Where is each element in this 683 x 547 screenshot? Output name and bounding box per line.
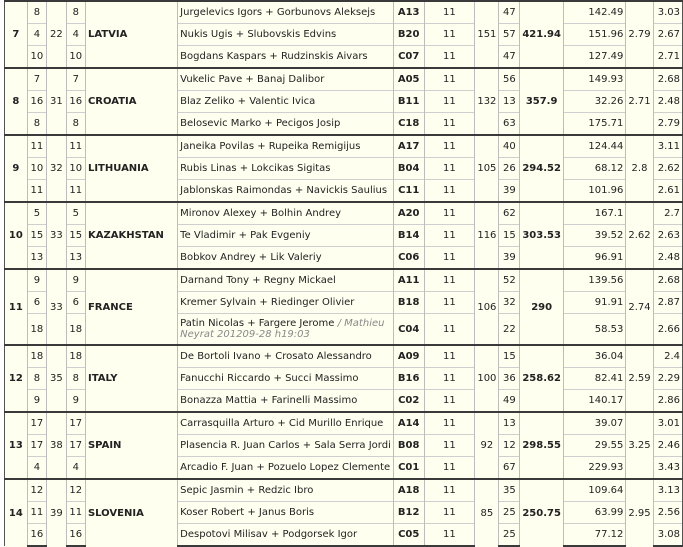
pair-names: Vukelic Pave + Banaj Dalibor — [178, 68, 394, 91]
pair-names: Carrasquilla Arturo + Cid Murillo Enrique — [178, 412, 394, 435]
pair-names: Rubis Linas + Lokcikas Sigitas — [178, 158, 394, 180]
pair-score: 49 — [499, 390, 520, 413]
pair-position: 10 — [27, 46, 46, 69]
pair-score: 57 — [499, 24, 520, 46]
pair-code: B04 — [393, 158, 424, 180]
pair-names: Koser Robert + Janus Boris — [178, 502, 394, 524]
pair-names: Bobkov Andrey + Lik Valeriy — [178, 247, 394, 270]
pair-average: 2.48 — [653, 247, 682, 270]
pair-position: 4 — [27, 457, 46, 480]
pair-score: 32 — [499, 292, 520, 314]
pair-code: B08 — [393, 435, 424, 457]
pair-position-repeat: 7 — [66, 68, 85, 91]
pair-average: 2.86 — [653, 390, 682, 413]
pair-value: 39.07 — [563, 412, 625, 435]
pair-average: 2.66 — [653, 314, 682, 346]
pair-position-repeat: 4 — [66, 24, 85, 46]
pair-score: 40 — [499, 135, 520, 158]
table-row — [5, 412, 683, 435]
pair-position-repeat: 17 — [66, 412, 85, 435]
team-rank: 13 — [5, 412, 28, 479]
pair-value: 175.71 — [563, 113, 625, 136]
team-total-score: 298.55 — [520, 412, 564, 479]
team-points-sum: 92 — [475, 412, 499, 479]
team-total-position: 31 — [47, 68, 66, 135]
team-average: 2.8 — [626, 135, 653, 202]
boards-played: 11 — [424, 457, 475, 480]
pair-position: 5 — [27, 202, 46, 225]
pair-position: 17 — [27, 435, 46, 457]
pair-score: 47 — [499, 1, 520, 24]
boards-played: 11 — [424, 390, 475, 413]
pair-position-repeat: 10 — [66, 46, 85, 69]
pair-score: 12 — [499, 435, 520, 457]
pair-value: 142.49 — [563, 1, 625, 24]
pair-code: B12 — [393, 502, 424, 524]
pair-position: 7 — [27, 68, 46, 91]
country-name: SPAIN — [85, 412, 177, 479]
pair-code: B14 — [393, 225, 424, 247]
pair-position-repeat: 11 — [66, 502, 85, 524]
pair-score: 13 — [499, 91, 520, 113]
pair-names: Darnand Tony + Regny Mickael — [178, 269, 394, 292]
pair-position-repeat: 18 — [66, 345, 85, 368]
pair-average: 2.68 — [653, 68, 682, 91]
pair-code: C07 — [393, 46, 424, 69]
pair-value: 127.49 — [563, 46, 625, 69]
pair-score: 39 — [499, 180, 520, 203]
pair-position: 15 — [27, 225, 46, 247]
team-total-position: 32 — [47, 135, 66, 202]
boards-played: 11 — [424, 91, 475, 113]
team-points-sum: 105 — [475, 135, 499, 202]
pair-position-repeat: 18 — [66, 314, 85, 346]
boards-played: 11 — [424, 180, 475, 203]
team-total-score: 303.53 — [520, 202, 564, 269]
pair-average: 2.62 — [653, 158, 682, 180]
pair-code: C18 — [393, 113, 424, 136]
pair-value: 63.99 — [563, 502, 625, 524]
team-rank: 14 — [5, 479, 28, 546]
pair-names: Te Vladimir + Pak Evgeniy — [178, 225, 394, 247]
pair-value: 149.93 — [563, 68, 625, 91]
pair-names: Belosevic Marko + Pecigos Josip — [178, 113, 394, 136]
pair-names: Janeika Povilas + Rupeika Remigijus — [178, 135, 394, 158]
team-results-table — [4, 0, 683, 547]
pair-average: 3.03 — [653, 1, 682, 24]
team-rank: 10 — [5, 202, 28, 269]
pair-average: 2.4 — [653, 345, 682, 368]
pair-average: 2.87 — [653, 292, 682, 314]
pair-position: 4 — [27, 24, 46, 46]
pair-position-repeat: 17 — [66, 435, 85, 457]
table-row — [5, 68, 683, 91]
team-points-sum: 85 — [475, 479, 499, 546]
pair-position: 18 — [27, 314, 46, 346]
pair-code: A11 — [393, 269, 424, 292]
pair-average: 2.63 — [653, 225, 682, 247]
pair-names-text: Patin Nicolas + Fargere Jerome — [180, 318, 335, 329]
pair-score: 25 — [499, 502, 520, 524]
country-name: LATVIA — [85, 1, 177, 68]
pair-value: 82.41 — [563, 368, 625, 390]
pair-position: 11 — [27, 180, 46, 203]
pair-names: De Bortoli Ivano + Crosato Alessandro — [178, 345, 394, 368]
pair-code: A05 — [393, 68, 424, 91]
boards-played: 11 — [424, 412, 475, 435]
pair-code: C02 — [393, 390, 424, 413]
boards-played: 11 — [424, 225, 475, 247]
team-rank: 11 — [5, 269, 28, 345]
pair-score: 22 — [499, 314, 520, 346]
pair-names: Kremer Sylvain + Riedinger Olivier — [178, 292, 394, 314]
pair-average: 3.01 — [653, 412, 682, 435]
team-total-position: 33 — [47, 202, 66, 269]
pair-position-repeat: 11 — [66, 135, 85, 158]
team-average: 2.62 — [626, 202, 653, 269]
pair-score: 56 — [499, 68, 520, 91]
pair-average: 2.29 — [653, 368, 682, 390]
team-average: 2.95 — [626, 479, 653, 546]
boards-played: 11 — [424, 113, 475, 136]
pair-score: 15 — [499, 345, 520, 368]
boards-played: 11 — [424, 502, 475, 524]
boards-played: 11 — [424, 314, 475, 346]
pair-average: 2.48 — [653, 91, 682, 113]
pair-position-repeat: 5 — [66, 202, 85, 225]
pair-value: 39.52 — [563, 225, 625, 247]
pair-position: 8 — [27, 113, 46, 136]
boards-played: 11 — [424, 46, 475, 69]
pair-position: 8 — [27, 368, 46, 390]
team-total-position: 39 — [47, 479, 66, 546]
pair-value: 96.91 — [563, 247, 625, 270]
pair-position-repeat: 12 — [66, 479, 85, 502]
pair-names: Jablonskas Raimondas + Navickis Saulius — [178, 180, 394, 203]
pair-value: 58.53 — [563, 314, 625, 346]
pair-score: 15 — [499, 225, 520, 247]
pair-code: B20 — [393, 24, 424, 46]
country-name: SLOVENIA — [85, 479, 177, 546]
pair-position-repeat: 8 — [66, 113, 85, 136]
pair-position-repeat: 15 — [66, 225, 85, 247]
pair-names: Plasencia R. Juan Carlos + Sala Serra Jordi — [178, 435, 394, 457]
pair-value: 29.55 — [563, 435, 625, 457]
team-rank: 12 — [5, 345, 28, 412]
pair-code: A14 — [393, 412, 424, 435]
pair-code: C11 — [393, 180, 424, 203]
pair-position: 6 — [27, 292, 46, 314]
pair-average: 3.13 — [653, 479, 682, 502]
pair-score: 63 — [499, 113, 520, 136]
team-average: 2.79 — [626, 1, 653, 68]
pair-names — [178, 314, 394, 346]
pair-score: 62 — [499, 202, 520, 225]
team-rank: 8 — [5, 68, 28, 135]
country-name: ITALY — [85, 345, 177, 412]
boards-played: 11 — [424, 135, 475, 158]
pair-value: 167.1 — [563, 202, 625, 225]
team-average: 2.74 — [626, 269, 653, 345]
pair-code: C06 — [393, 247, 424, 270]
team-total-score: 357.9 — [520, 68, 564, 135]
pair-position: 16 — [27, 524, 46, 547]
team-average: 3.25 — [626, 412, 653, 479]
table-row — [5, 135, 683, 158]
pair-position-repeat: 13 — [66, 247, 85, 270]
pair-names: Despotovi Milisav + Podgorsek Igor — [178, 524, 394, 547]
boards-played: 11 — [424, 24, 475, 46]
pair-code: C04 — [393, 314, 424, 346]
edit-note: / Mathieu Neyrat 201209-28 h19:03 — [180, 318, 385, 340]
team-total-score: 294.52 — [520, 135, 564, 202]
pair-position: 8 — [27, 1, 46, 24]
pair-position: 9 — [27, 269, 46, 292]
pair-position-repeat: 8 — [66, 1, 85, 24]
pair-position-repeat: 8 — [66, 368, 85, 390]
pair-value: 101.96 — [563, 180, 625, 203]
pair-names: Sepic Jasmin + Redzic Ibro — [178, 479, 394, 502]
boards-played: 11 — [424, 435, 475, 457]
boards-played: 11 — [424, 479, 475, 502]
pair-position-repeat: 9 — [66, 390, 85, 413]
boards-played: 11 — [424, 158, 475, 180]
pair-position: 9 — [27, 390, 46, 413]
pair-position: 10 — [27, 158, 46, 180]
pair-average: 3.08 — [653, 524, 682, 547]
pair-position-repeat: 11 — [66, 180, 85, 203]
pair-average: 2.61 — [653, 180, 682, 203]
pair-names: Mironov Alexey + Bolhin Andrey — [178, 202, 394, 225]
boards-played: 11 — [424, 247, 475, 270]
pair-position-repeat: 10 — [66, 158, 85, 180]
pair-position: 18 — [27, 345, 46, 368]
pair-value: 124.44 — [563, 135, 625, 158]
boards-played: 11 — [424, 1, 475, 24]
team-total-score: 250.75 — [520, 479, 564, 546]
pair-average: 2.67 — [653, 24, 682, 46]
pair-score: 26 — [499, 158, 520, 180]
pair-average: 3.11 — [653, 135, 682, 158]
table-row — [5, 1, 683, 24]
country-name: KAZAKHSTAN — [85, 202, 177, 269]
table-row — [5, 269, 683, 292]
pair-score: 67 — [499, 457, 520, 480]
pair-value: 151.96 — [563, 24, 625, 46]
pair-code: B11 — [393, 91, 424, 113]
pair-position: 17 — [27, 412, 46, 435]
pair-code: A09 — [393, 345, 424, 368]
pair-position-repeat: 16 — [66, 524, 85, 547]
pair-value: 139.56 — [563, 269, 625, 292]
pair-code: A17 — [393, 135, 424, 158]
table-row — [5, 479, 683, 502]
pair-position-repeat: 4 — [66, 457, 85, 480]
pair-position: 12 — [27, 479, 46, 502]
boards-played: 11 — [424, 524, 475, 547]
team-rank: 9 — [5, 135, 28, 202]
team-points-sum: 100 — [475, 345, 499, 412]
pair-average: 2.71 — [653, 46, 682, 69]
team-total-position: 38 — [47, 412, 66, 479]
pair-score: 25 — [499, 524, 520, 547]
pair-value: 32.26 — [563, 91, 625, 113]
team-points-sum: 132 — [475, 68, 499, 135]
pair-code: A13 — [393, 1, 424, 24]
pair-value: 36.04 — [563, 345, 625, 368]
pair-position: 16 — [27, 91, 46, 113]
pair-score: 47 — [499, 46, 520, 69]
pair-average: 2.79 — [653, 113, 682, 136]
pair-value: 77.12 — [563, 524, 625, 547]
pair-code: A18 — [393, 479, 424, 502]
country-name: LITHUANIA — [85, 135, 177, 202]
pair-names: Arcadio F. Juan + Pozuelo Lopez Clemente — [178, 457, 394, 480]
pair-value: 91.91 — [563, 292, 625, 314]
table-row — [5, 345, 683, 368]
pair-value: 140.17 — [563, 390, 625, 413]
pair-position: 11 — [27, 135, 46, 158]
pair-code: C05 — [393, 524, 424, 547]
pair-average: 2.56 — [653, 502, 682, 524]
team-points-sum: 151 — [475, 1, 499, 68]
table-row — [5, 202, 683, 225]
team-total-position: 33 — [47, 269, 66, 345]
pair-average: 2.7 — [653, 202, 682, 225]
pair-average: 2.46 — [653, 435, 682, 457]
boards-played: 11 — [424, 368, 475, 390]
team-total-position: 22 — [47, 1, 66, 68]
pair-code: C01 — [393, 457, 424, 480]
boards-played: 11 — [424, 269, 475, 292]
pair-names: Blaz Zeliko + Valentic Ivica — [178, 91, 394, 113]
team-rank: 7 — [5, 1, 28, 68]
team-total-score: 290 — [520, 269, 564, 345]
pair-code: B18 — [393, 292, 424, 314]
team-points-sum: 106 — [475, 269, 499, 345]
pair-score: 13 — [499, 412, 520, 435]
pair-value: 109.64 — [563, 479, 625, 502]
pair-code: B16 — [393, 368, 424, 390]
pair-score: 35 — [499, 479, 520, 502]
pair-position-repeat: 9 — [66, 269, 85, 292]
pair-value: 229.93 — [563, 457, 625, 480]
team-total-score: 258.62 — [520, 345, 564, 412]
pair-names: Bonazza Mattia + Farinelli Massimo — [178, 390, 394, 413]
pair-position-repeat: 6 — [66, 292, 85, 314]
country-name: CROATIA — [85, 68, 177, 135]
pair-code: A20 — [393, 202, 424, 225]
team-total-score: 421.94 — [520, 1, 564, 68]
pair-score: 52 — [499, 269, 520, 292]
team-average: 2.71 — [626, 68, 653, 135]
boards-played: 11 — [424, 68, 475, 91]
pair-average: 2.68 — [653, 269, 682, 292]
pair-average: 3.43 — [653, 457, 682, 480]
pair-names: Fanucchi Riccardo + Succi Massimo — [178, 368, 394, 390]
pair-names: Bogdans Kaspars + Rudzinskis Aivars — [178, 46, 394, 69]
pair-score: 39 — [499, 247, 520, 270]
team-points-sum: 116 — [475, 202, 499, 269]
pair-position: 13 — [27, 247, 46, 270]
team-total-position: 35 — [47, 345, 66, 412]
boards-played: 11 — [424, 345, 475, 368]
pair-names: Nukis Ugis + Slubovskis Edvins — [178, 24, 394, 46]
boards-played: 11 — [424, 292, 475, 314]
pair-score: 36 — [499, 368, 520, 390]
country-name: FRANCE — [85, 269, 177, 345]
results-table-container — [4, 0, 683, 547]
pair-value: 68.12 — [563, 158, 625, 180]
team-average: 2.59 — [626, 345, 653, 412]
pair-names: Jurgelevics Igors + Gorbunovs Aleksejs — [178, 1, 394, 24]
pair-position-repeat: 16 — [66, 91, 85, 113]
boards-played: 11 — [424, 202, 475, 225]
pair-position: 11 — [27, 502, 46, 524]
